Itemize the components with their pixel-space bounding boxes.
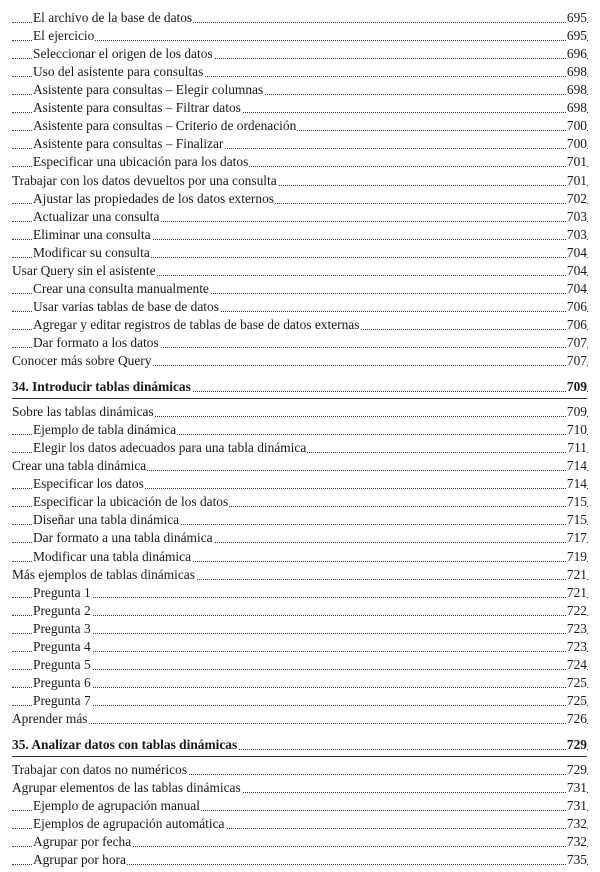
toc-entry	[0, 710, 600, 728]
toc-entry-title: Uso del asistente para consultas	[33, 64, 204, 80]
toc-entry-title: El archivo de la base de datos	[33, 10, 193, 25]
toc-entry-title: Pregunta 7	[33, 692, 91, 708]
toc-entry-page: 704	[566, 262, 587, 278]
toc-entry-title: Asistente para consultas – Elegir columnas	[33, 82, 264, 98]
toc-entry-page: 722	[566, 602, 587, 618]
toc-entry-page: 701	[566, 172, 587, 188]
toc-entry-page: 700	[566, 136, 587, 152]
dot-leader	[12, 615, 588, 616]
toc-entry	[0, 316, 600, 334]
toc-entry	[0, 153, 600, 171]
toc-entry	[0, 45, 600, 63]
dot-leader	[12, 723, 588, 724]
toc-entry-page: 709	[566, 404, 587, 420]
toc-entry-page: 729	[566, 762, 587, 777]
toc-entry-page: 721	[566, 566, 587, 582]
toc-entry	[0, 63, 600, 81]
toc-entry-title: Usar Query sin el asistente	[12, 262, 156, 278]
toc-entry	[0, 493, 600, 511]
toc-entry-title: Asistente para consultas – Criterio de ordenación	[33, 118, 297, 134]
toc-entry-title: Elegir los datos adecuados para una tabla dinámica	[33, 440, 307, 456]
toc-entry-title: Pregunta 2	[33, 602, 91, 618]
toc-entry	[0, 692, 600, 710]
toc-entry-page: 714	[566, 476, 587, 492]
toc-entry-title: Pregunta 1	[33, 584, 91, 600]
toc-entry	[0, 566, 600, 584]
toc-entry	[0, 27, 600, 45]
toc-entry-page: 726	[566, 710, 587, 726]
dot-leader	[12, 633, 588, 634]
toc-entry	[0, 797, 600, 815]
toc-entry	[0, 334, 600, 352]
toc-entry-page: 698	[566, 100, 587, 116]
toc-entry-page: 695	[566, 28, 587, 44]
toc-entry-page: 709	[566, 379, 587, 394]
toc-entry	[0, 779, 600, 797]
dot-leader	[12, 687, 588, 688]
toc-entry	[0, 262, 600, 280]
dot-leader	[12, 705, 588, 706]
toc-entry	[0, 548, 600, 566]
toc-entry-title: 35. Analizar datos con tablas dinámicas	[12, 736, 238, 752]
toc-entry	[0, 352, 600, 370]
toc-entry-title: Seleccionar el origen de los datos	[33, 46, 213, 62]
toc-entry-title: Más ejemplos de tablas dinámicas	[12, 566, 195, 582]
toc-entry-page: 707	[566, 334, 587, 350]
toc-entry	[0, 457, 600, 475]
toc-entry-title: Ejemplos de agrupación automática	[33, 816, 225, 832]
toc-entry-page: 725	[566, 674, 587, 690]
toc-entry-page: 704	[566, 280, 587, 296]
toc-entry-page: 735	[566, 852, 587, 868]
toc-entry	[0, 761, 600, 779]
toc-entry-title: Conocer más sobre Query	[12, 353, 152, 368]
toc-entry-title: Sobre las tablas dinámicas	[12, 404, 154, 420]
toc-entry	[0, 602, 600, 620]
toc-entry-title: Eliminar una consulta	[33, 226, 151, 242]
toc-entry-title: Especificar los datos	[33, 476, 144, 492]
toc-entry-title: Pregunta 3	[33, 620, 91, 636]
toc-entry-title: Especificar la ubicación de los datos	[33, 494, 229, 510]
toc-entry	[0, 298, 600, 316]
toc-entry	[0, 638, 600, 656]
toc-entry	[0, 226, 600, 244]
toc-entry-page: 715	[566, 512, 587, 528]
toc-entry	[0, 475, 600, 493]
toc-entry-title: Agregar y editar registros de tablas de base de datos externas	[33, 316, 360, 332]
toc-entry	[0, 439, 600, 457]
toc-entry	[0, 172, 600, 190]
toc-entry-page: 704	[566, 244, 587, 260]
toc-entry-page: 732	[566, 834, 587, 850]
toc-entry	[0, 403, 600, 421]
toc-entry-title: Aprender más	[12, 710, 88, 726]
toc-entry-page: 696	[566, 46, 587, 62]
toc-entry-page: 700	[566, 118, 587, 134]
toc-entry-title: Dar formato a una tabla dinámica	[33, 530, 213, 546]
toc-entry-page: 723	[566, 620, 587, 636]
toc-entry	[0, 674, 600, 692]
toc-entry	[0, 9, 600, 27]
toc-entry-page: 715	[566, 494, 587, 510]
toc-entry-title: Crear una tabla dinámica	[12, 458, 147, 474]
toc-entry-page: 732	[566, 816, 587, 832]
toc-entry-title: Diseñar una tabla dinámica	[33, 512, 180, 528]
toc-entry-page: 707	[566, 353, 587, 368]
toc-entry	[0, 656, 600, 674]
toc-entry-page: 719	[566, 548, 587, 564]
toc-entry	[0, 421, 600, 439]
toc-entry	[0, 851, 600, 869]
toc-entry-page: 723	[566, 638, 587, 654]
toc-entry-title: Ejemplo de agrupación manual	[33, 798, 200, 814]
toc-entry-page: 721	[566, 584, 587, 600]
chapter-rule	[12, 756, 587, 757]
dot-leader	[12, 669, 588, 670]
chapter-heading	[0, 378, 600, 396]
toc-entry-page: 710	[566, 422, 587, 438]
toc-entry-page: 706	[566, 298, 587, 314]
toc-entry	[0, 280, 600, 298]
toc-entry-title: Agrupar por hora	[33, 852, 126, 868]
toc-entry-page: 698	[566, 64, 587, 80]
toc-entry	[0, 208, 600, 226]
toc-entry-title: 34. Introducir tablas dinámicas	[12, 379, 191, 394]
toc-entry-title: Asistente para consultas – Filtrar datos	[33, 100, 241, 116]
toc-entry-page: 717	[566, 530, 587, 546]
toc-entry-title: Usar varias tablas de base de datos	[33, 298, 219, 314]
toc-entry	[0, 529, 600, 547]
toc-entry-page: 701	[566, 154, 587, 170]
dot-leader	[12, 597, 588, 598]
toc-entry-title: Agrupar elementos de las tablas dinámicas	[12, 780, 241, 795]
toc-entry-page: 731	[566, 798, 587, 814]
toc-entry-page: 698	[566, 82, 587, 98]
toc-entry	[0, 190, 600, 208]
toc-entry-title: Trabajar con datos no numéricos	[12, 762, 188, 777]
toc-entry-title: Asistente para consultas – Finalizar	[33, 136, 224, 152]
toc-entry-title: Modificar una tabla dinámica	[33, 548, 192, 564]
toc-entry-page: 731	[566, 780, 587, 795]
toc-entry-page: 703	[566, 226, 587, 242]
toc-entry	[0, 815, 600, 833]
toc-entry	[0, 81, 600, 99]
toc-entry-title: Agrupar por fecha	[33, 834, 132, 850]
toc-entry	[0, 833, 600, 851]
toc-entry-title: El ejercicio	[33, 28, 95, 44]
chapter-rule	[12, 398, 587, 399]
dot-leader	[12, 40, 588, 41]
toc-entry-page: 706	[566, 316, 587, 332]
toc-entry-page: 711	[567, 440, 587, 456]
toc-entry-title: Ajustar las propiedades de los datos externos	[33, 190, 274, 206]
toc-entry-page: 729	[566, 736, 587, 752]
toc-entry-title: Actualizar una consulta	[33, 208, 160, 224]
toc-entry-title: Trabajar con los datos devueltos por una consulta	[12, 172, 277, 188]
toc-entry-page: 724	[566, 656, 587, 672]
toc-entry-title: Pregunta 6	[33, 674, 91, 690]
toc-entry-page: 703	[566, 208, 587, 224]
toc-entry	[0, 511, 600, 529]
toc-entry-title: Especificar una ubicación para los datos	[33, 154, 249, 170]
toc-entry-title: Crear una consulta manualmente	[33, 280, 209, 296]
toc-entry	[0, 620, 600, 638]
toc-entry	[0, 584, 600, 602]
toc-entry-title: Pregunta 5	[33, 656, 91, 672]
toc-entry-page: 702	[566, 190, 587, 206]
chapter-heading	[0, 736, 600, 754]
toc-entry-title: Pregunta 4	[33, 638, 91, 654]
toc-entry	[0, 117, 600, 135]
dot-leader	[12, 651, 588, 652]
toc-entry-title: Dar formato a los datos	[33, 334, 159, 350]
toc-entry-title: Modificar su consulta	[33, 244, 150, 260]
toc-entry	[0, 99, 600, 117]
toc-entry-page: 714	[566, 458, 587, 474]
toc-entry	[0, 135, 600, 153]
toc-entry-title: Ejemplo de tabla dinámica	[33, 422, 177, 438]
toc-entry-page: 695	[566, 10, 587, 25]
toc-entry	[0, 244, 600, 262]
toc-entry-page: 725	[566, 692, 587, 708]
